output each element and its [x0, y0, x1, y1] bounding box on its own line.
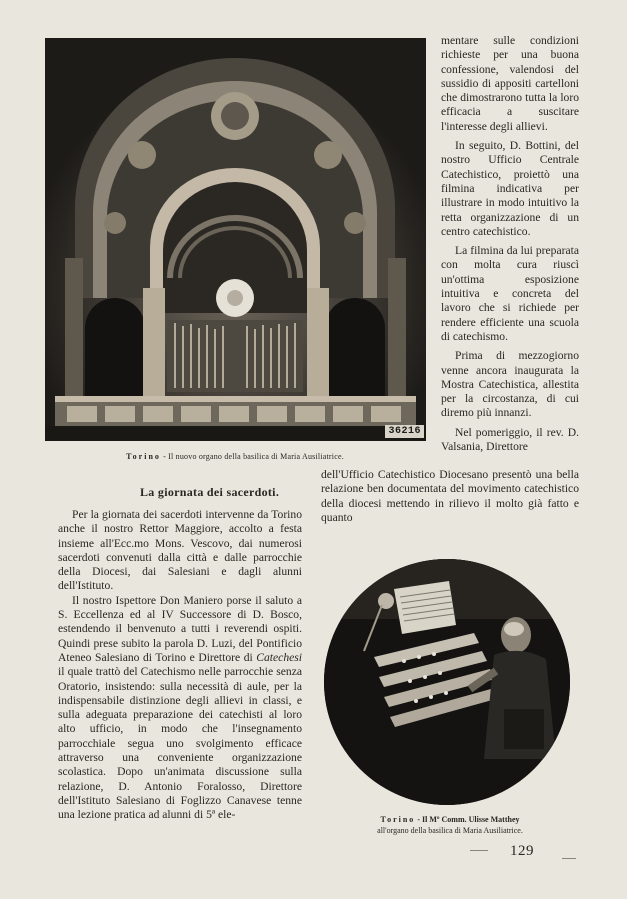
basilica-organ-photo — [45, 38, 426, 441]
photo2-caption-line1 — [330, 814, 570, 825]
paragraph: Prima di mezzogiorno venne ancora inaugurata la Mostra Catechistica, allestita per la circostanza, di cui diremo più innanzi. — [441, 349, 579, 420]
decorative-dash — [562, 858, 576, 859]
photo2-caption-place: Torino — [380, 815, 416, 824]
section-heading: La giornata dei sacerdoti. — [140, 485, 280, 499]
left-column — [58, 508, 302, 823]
magazine-title: Catechesi — [256, 650, 302, 664]
organ-console-illustration — [324, 559, 570, 805]
photo1-caption-place: Torino — [126, 452, 161, 461]
decorative-dash — [470, 850, 488, 851]
photo1-caption — [60, 452, 410, 461]
paragraph-text: il quale trattò del Catechismo nelle parrocchie senza Oratorio, insistendo: sulla necessità di aule, per la indispensabile distinzione degli allievi in classi, e sulla adeguata preparazione dei catechisti al loro alto ufficio, in modo che l'insegnamento parrocchiale segua uno svolgimento efficace attraverso una conveniente organizzazione scolastica. Dopo un'animata discussione sulla relazione, D. Antonio Foralosso, Direttore dell'Istituto Salesiano di Foglizzo Canavese tenne una lezione pratica ad alunni di 5ª ele- — [58, 665, 302, 822]
photo2-caption-text: - Il Mº Comm. Ulisse Matthey — [415, 815, 520, 824]
photo2-caption-line2: all'organo della basilica di Maria Ausiliatrice. — [377, 826, 523, 835]
paragraph — [58, 594, 302, 823]
paragraph: mentare sulle condizioni richieste per una buona confessione, valendosi del sussidio di appositi cartelloni che dimostrarono tutta la loro efficacia a suscitare l'interesse degli allievi. — [441, 34, 579, 133]
photo-inventory-number: 36216 — [385, 425, 424, 438]
right-column-mid — [321, 468, 579, 525]
paragraph-text: Il nostro Ispettore Don Maniero porse il saluto a S. Eccellenza ed al IV Successore di D. Bosco, estendendo il benvenuto a tutti i reverendi ospiti. Quindi prese subito la parola D. Luzi, del Pontificio Ateneo Salesiano di Torino e Direttore di — [58, 593, 302, 664]
paragraph: dell'Ufficio Catechistico Diocesano presentò una bella relazione ben documentata del movimento catechistico della diocesi mettendo in rilievo il molto già fatto e quanto — [321, 468, 579, 524]
paragraph: In seguito, D. Bottini, del nostro Ufficio Centrale Catechistico, proiettò una filmina indicativa per illustrare in modo intuitivo la retta organizzazione di un centro catechistico. — [441, 139, 579, 238]
photo1-caption-text: - Il nuovo organo della basilica di Maria Ausiliatrice. — [160, 452, 344, 461]
right-column-top — [441, 34, 579, 454]
paragraph: Per la giornata dei sacerdoti intervenne da Torino anche il nostro Rettor Maggiore, accolto a festa insieme all'Ecc.mo Mons. Vescovo, dai numerosi sacerdoti convenuti dalla città e dalle parrocchie della Diocesi, dai Salesiani e dagli alunni dell'Istituto. — [58, 508, 302, 593]
basilica-organ-illustration — [45, 38, 426, 441]
page-number: 129 — [510, 843, 534, 859]
paragraph: Nel pomeriggio, il rev. D. Valsania, Direttore — [441, 425, 579, 454]
organist-photo — [324, 559, 570, 805]
paragraph: La filmina da lui preparata con molta cura riuscì un'ottima esposizione intuitiva e concreta del lavoro che si richiede per rendere efficiente una scuola di catechismo. — [441, 244, 579, 343]
photo2-caption — [330, 814, 570, 836]
